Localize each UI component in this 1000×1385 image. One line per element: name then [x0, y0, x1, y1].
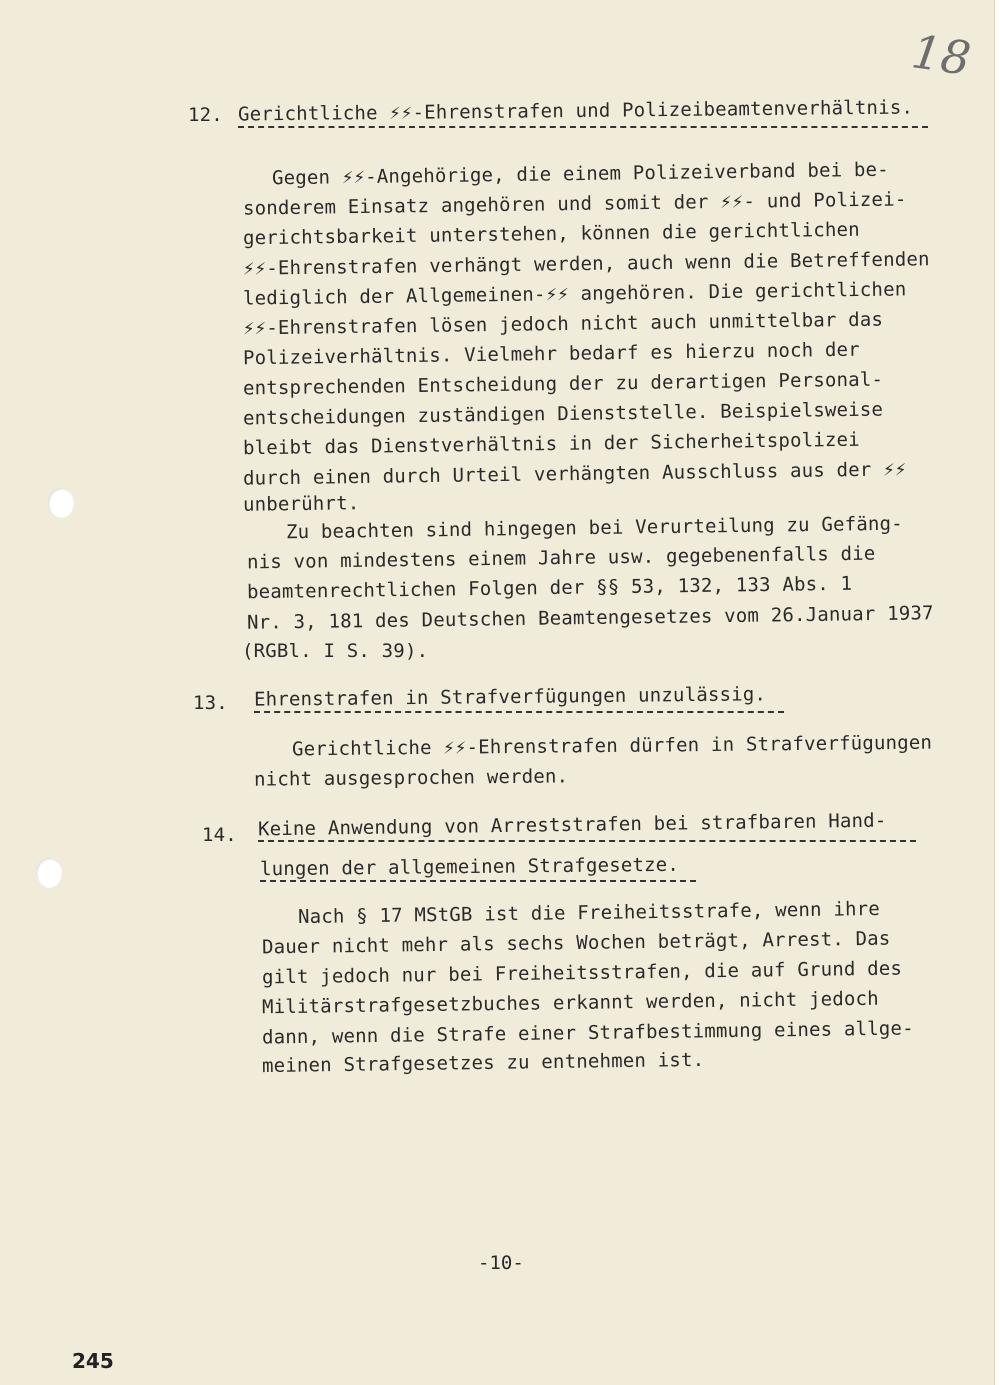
section-13-heading: Ehrenstrafen in Strafverfügungen unzulässig. — [253, 683, 767, 711]
text-line: Nach § 17 MStGB ist die Freiheitsstrafe, wenn ihre — [297, 897, 881, 929]
punch-hole — [48, 488, 74, 518]
section-12-underline — [238, 126, 928, 128]
text-line: entscheidungen zuständigen Dienststelle. Beispielsweise — [242, 398, 884, 430]
text-line: Militärstrafgesetzbuches erkannt werden, nicht jedoch — [261, 987, 879, 1019]
archive-stamp-number: 245 — [72, 1349, 114, 1373]
text-line: durch einen durch Urteil verhängten Ausschluss aus der ⚡⚡ — [242, 458, 907, 490]
text-line: meinen Strafgesetzes zu entnehmen ist. — [261, 1048, 705, 1078]
section-14-heading-line-2: lungen der allgemeinen Strafgesetze. — [259, 853, 680, 881]
text-line: ⚡⚡-Ehrenstrafen verhängt werden, auch wenn die Betreffenden — [242, 248, 930, 280]
text-line: unberührt. — [242, 492, 360, 516]
text-line: (RGBl. I S. 39). — [242, 640, 429, 662]
text-line: Polizeiverhältnis. Vielmehr bedarf es hierzu noch der — [242, 338, 860, 370]
text-line: entsprechenden Entscheidung der zu derartigen Personal- — [242, 368, 884, 400]
text-line: Gegen ⚡⚡-Angehörige, die einem Polizeiverband bei be- — [271, 158, 889, 190]
text-line: Dauer nicht mehr als sechs Wochen beträgt, Arrest. Das — [261, 927, 891, 959]
section-14-heading-line-1: Keine Anwendung von Arreststrafen bei strafbaren Hand- — [257, 809, 887, 841]
section-12-heading: Gerichtliche ⚡⚡-Ehrenstrafen und Polizeibeamtenverhältnis. — [237, 96, 914, 126]
text-line: lediglich der Allgemeinen-⚡⚡ angehören. Die gerichtlichen — [242, 278, 907, 310]
text-line: bleibt das Dienstverhältnis in der Sicherheitspolizei — [242, 428, 860, 460]
punch-hole — [36, 858, 62, 888]
text-line: ⚡⚡-Ehrenstrafen lösen jedoch nicht auch unmittelbar das — [242, 308, 884, 340]
section-12-number: 12. — [188, 104, 223, 126]
section-13-number: 13. — [193, 692, 228, 714]
text-line: Nr. 3, 181 des Deutschen Beamtengesetzes vom 26.Januar 1937 — [246, 602, 934, 634]
handwritten-page-number: 18 — [908, 24, 975, 86]
text-line: nis von mindestens einem Jahre usw. gegebenenfalls die — [246, 542, 876, 574]
text-line: nicht ausgesprochen werden. — [253, 765, 569, 791]
text-line: Zu beachten sind hingegen bei Verurteilung zu Gefäng- — [285, 512, 903, 544]
page-number: -10- — [478, 1252, 524, 1274]
section-14-underline-1 — [258, 840, 916, 842]
text-line: dann, wenn die Strafe einer Strafbestimmung eines allge- — [261, 1017, 914, 1049]
text-line: beamtenrechtlichen Folgen der §§ 53, 132, 133 Abs. 1 — [246, 572, 853, 604]
text-line: sonderem Einsatz angehören und somit der ⚡⚡- und Polizei- — [242, 188, 907, 220]
text-line: gerichtsbarkeit unterstehen, können die gerichtlichen — [242, 218, 860, 250]
text-line: gilt jedoch nur bei Freiheitsstrafen, die auf Grund des — [261, 957, 903, 989]
section-14-underline-2 — [260, 880, 696, 882]
section-13-underline — [254, 711, 784, 713]
text-line: Gerichtliche ⚡⚡-Ehrenstrafen dürfen in Strafverfügungen — [291, 731, 933, 761]
section-14-number: 14. — [202, 824, 237, 846]
